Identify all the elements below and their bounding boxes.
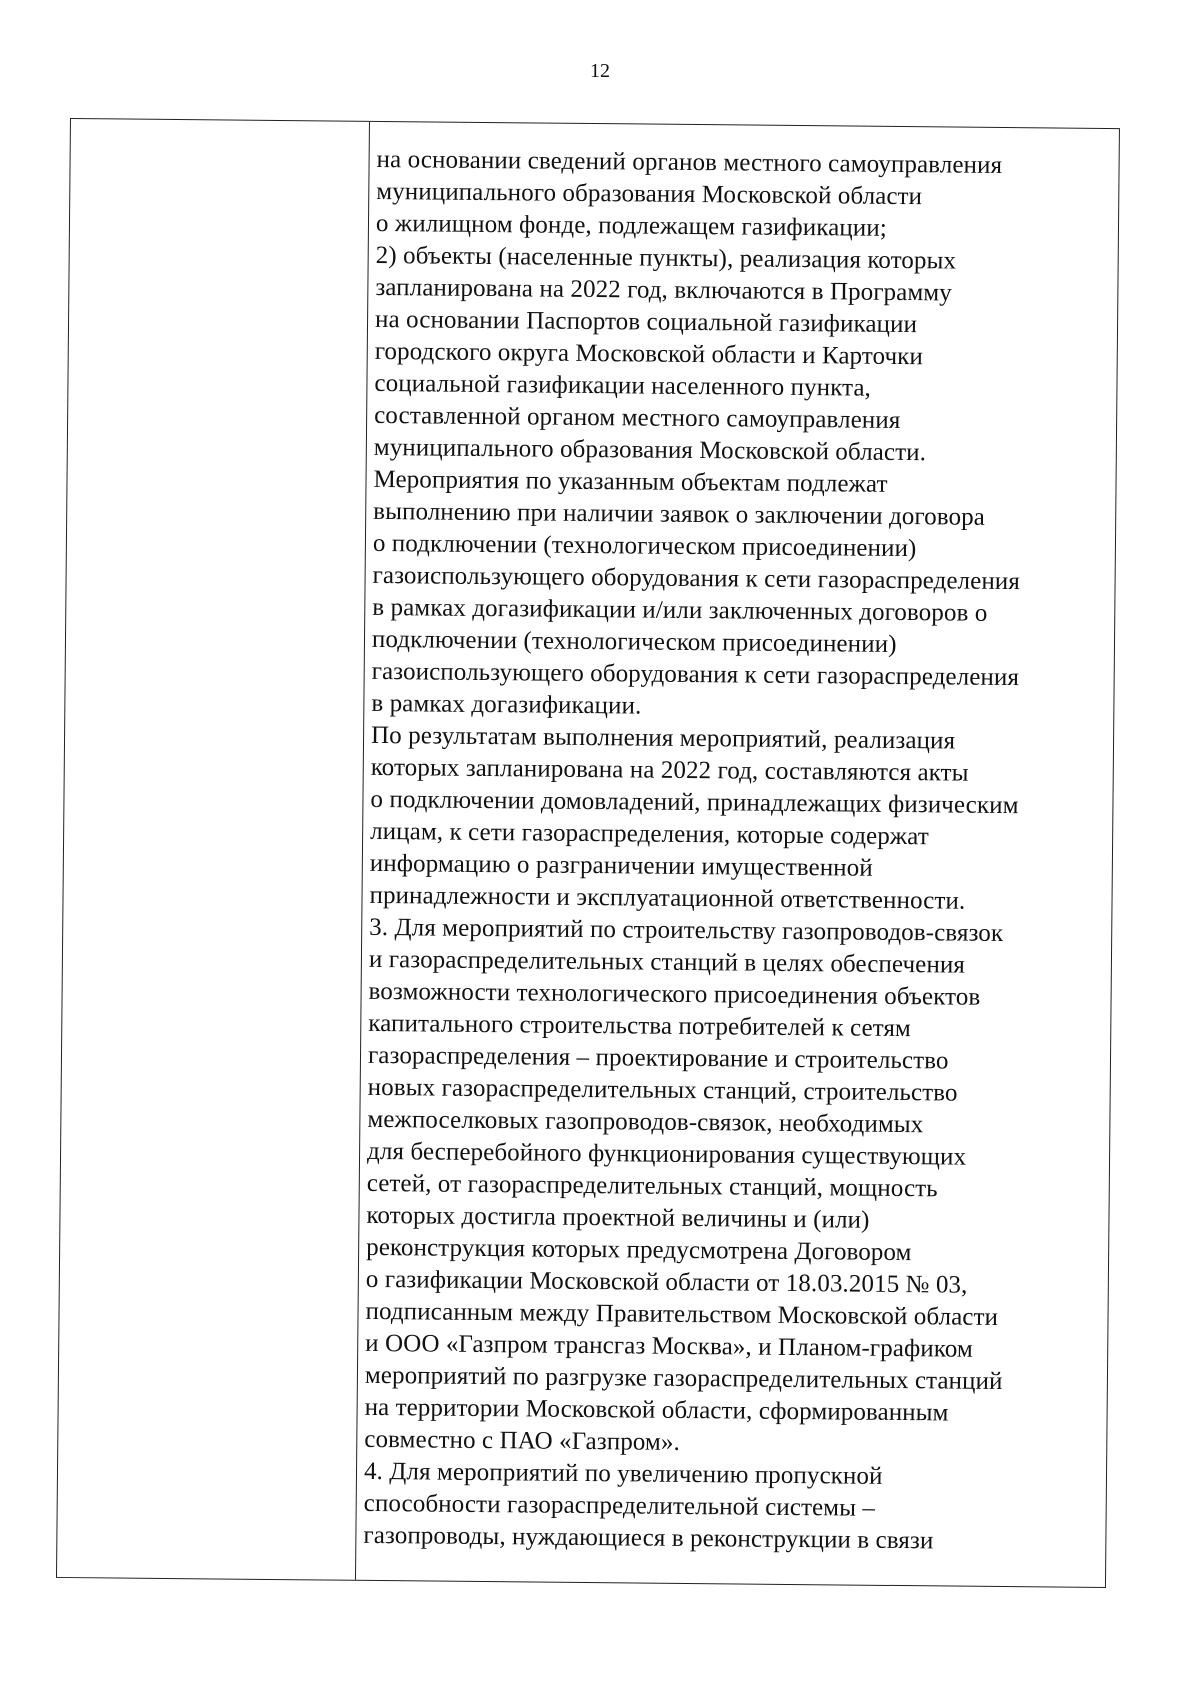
text-line: которых запланирована на 2022 год, составляются акты: [370, 753, 969, 787]
text-line: социальной газификации населенного пункта,: [374, 369, 872, 402]
page-number: 12: [590, 60, 610, 82]
text-line: мероприятий по разгрузке газораспределительных станций: [364, 1361, 1003, 1396]
text-line: которых достигла проектной величины и (или): [366, 1201, 870, 1234]
text-line: составленной органом местного самоуправления: [374, 401, 901, 434]
text-line: капитального строительства потребителей к сетям: [368, 1009, 912, 1043]
text-line: газораспределения – проектирование и строительство: [367, 1041, 949, 1075]
text-line: на основании Паспортов социальной газификации: [374, 305, 918, 339]
table-left-cell: [57, 119, 370, 1580]
text-line: лицам, к сети газораспределения, которые содержат: [370, 817, 929, 851]
text-line: муниципального образования Московской области: [376, 177, 923, 211]
text-line: городского округа Московской области и Карточки: [374, 337, 924, 371]
text-line: 4. Для мероприятий по увеличению пропускной: [363, 1457, 883, 1490]
text-line: о жилищном фонде, подлежащем газификации;: [375, 209, 887, 242]
text-line: По результатам выполнения мероприятий, реализация: [370, 721, 956, 755]
text-line: о подключении домовладений, принадлежащих физическим: [370, 785, 1019, 820]
text-line: реконструкция которых предусмотрена Договором: [366, 1233, 912, 1267]
text-line: способности газораспределительной системы –: [363, 1489, 876, 1522]
table-right-cell: [356, 122, 1119, 1587]
text-line: газопроводы, нуждающиеся в реконструкции в связи: [363, 1521, 934, 1555]
text-line: межпоселковых газопроводов-связок, необходимых: [367, 1105, 924, 1139]
document-table: [56, 118, 1120, 1588]
text-line: газоиспользующего оборудования к сети газораспределения: [371, 657, 1020, 692]
text-line: возможности технологического присоединения объектов: [368, 977, 981, 1011]
text-line: информацию о разграничении имущественной: [369, 849, 873, 882]
text-line: на территории Московской области, сформированным: [364, 1393, 949, 1427]
text-line: подписанным между Правительством Московской области: [365, 1297, 999, 1331]
text-line: о подключении (технологическом присоединении): [372, 529, 917, 563]
text-line: в рамках догазификации.: [371, 689, 642, 720]
text-line: в рамках догазификации и/или заключенных договоров о: [372, 593, 988, 627]
text-line: Мероприятия по указанным объектам подлежат: [373, 465, 888, 498]
text-line: и газораспределительных станций в целях обеспечения: [368, 945, 966, 979]
text-line: для бесперебойного функционирования существующих: [366, 1137, 967, 1171]
text-line: 3. Для мероприятий по строительству газопроводов-связок: [369, 913, 1004, 947]
text-line: подключении (технологическом присоединении): [371, 625, 897, 658]
text-line: 2) объекты (населенные пункты), реализация которых: [375, 241, 957, 275]
text-line: муниципального образования Московской области.: [373, 433, 927, 467]
text-line: совместно с ПАО «Газпром».: [364, 1425, 681, 1456]
text-line: запланирована на 2022 год, включаются в Программу: [375, 273, 952, 307]
text-line: новых газораспределительных станций, строительство: [367, 1073, 958, 1107]
text-line: выполнению при наличии заявок о заключении договора: [373, 497, 986, 531]
text-line: на основании сведений органов местного самоуправления: [376, 145, 1003, 179]
text-line: сетей, от газораспределительных станций, мощность: [366, 1169, 938, 1203]
text-line: принадлежности и эксплуатационной ответственности.: [369, 881, 966, 915]
text-line: о газификации Московской области от 18.03.2015 № 03,: [365, 1265, 968, 1299]
text-line: газоиспользующего оборудования к сети газораспределения: [372, 561, 1021, 596]
text-line: и ООО «Газпром трансгаз Москва», и Планом-графиком: [365, 1329, 973, 1363]
